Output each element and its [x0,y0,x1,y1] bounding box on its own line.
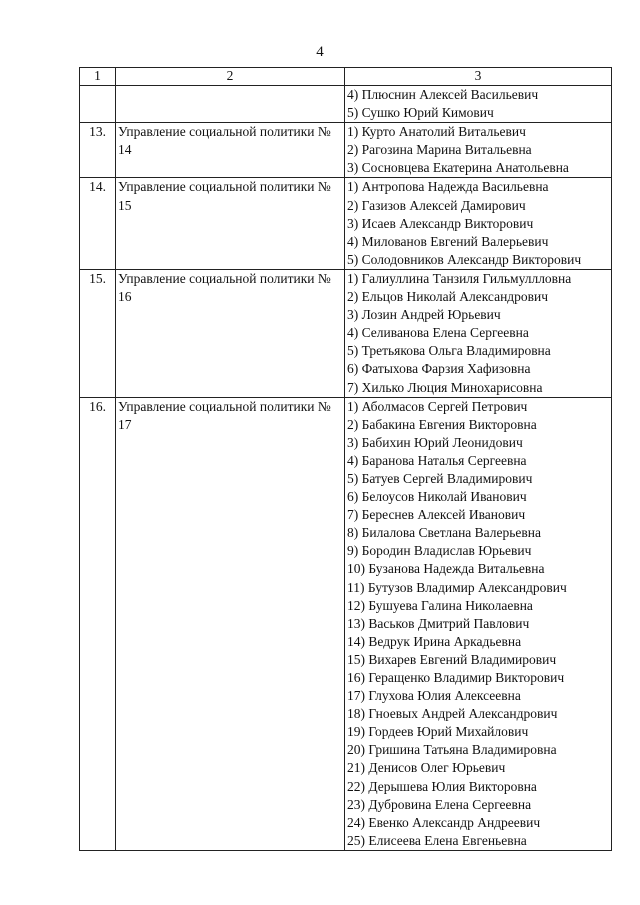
row-number [80,86,116,123]
person-entry: 6) Белоусов Николай Иванович [347,489,527,505]
person-entry: 3) Бабихин Юрий Леонидович [347,434,523,450]
person-entry: 12) Бушуева Галина Николаевна [347,597,533,613]
table-body [80,86,612,851]
people-list [345,86,612,123]
people-list [345,178,612,269]
table-row [80,178,612,269]
person-entry: 2) Газизов Алексей Дамирович [347,197,526,213]
person-entry: 19) Гордеев Юрий Михайлович [347,724,529,740]
table-row [80,123,612,178]
row-number: 15. [80,269,116,397]
person-entry: 4) Плюснин Алексей Васильевич [347,87,539,102]
column-header-1: 1 [80,68,116,86]
people-list [345,397,612,850]
column-header-2: 2 [116,68,345,86]
person-entry: 8) Билалова Светлана Валерьевна [347,525,542,541]
person-entry: 3) Сосновцева Екатерина Анатольевна [347,160,569,176]
person-entry: 1) Галиуллина Танзиля Гильмуллловна [347,270,572,286]
person-entry: 9) Бородин Владислав Юрьевич [347,543,532,559]
person-entry: 1) Антропова Надежда Васильевна [347,179,549,195]
person-entry: 4) Селиванова Елена Сергеевна [347,325,529,341]
column-header-3: 3 [345,68,612,86]
person-entry: 7) Хилько Люция Минохарисовна [347,379,543,395]
people-list [345,269,612,397]
row-number: 14. [80,178,116,269]
person-entry: 15) Вихарев Евгений Владимирович [347,651,557,667]
person-entry: 18) Гноевых Андрей Александрович [347,706,558,722]
person-entry: 5) Третьякова Ольга Владимировна [347,343,551,359]
person-entry: 4) Баранова Наталья Сергеевна [347,452,527,468]
person-entry: 13) Васьков Дмитрий Павлович [347,615,530,631]
person-entry: 1) Аболмасов Сергей Петрович [347,398,528,414]
person-entry: 16) Геращенко Владимир Викторович [347,670,565,685]
row-number: 13. [80,123,116,178]
person-entry: 1) Курто Анатолий Витальевич [347,124,526,140]
department-name: Управление социальной политики № 16 [116,269,345,397]
person-entry: 5) Батуев Сергей Владимирович [347,470,533,486]
person-entry: 3) Исаев Александр Викторович [347,215,534,231]
page-number: 4 [316,44,324,60]
person-entry: 20) Гришина Татьяна Владимировна [347,742,557,758]
person-entry: 14) Ведрук Ирина Аркадьевна [347,633,522,649]
person-entry: 5) Сушко Юрий Кимович [347,105,494,121]
table-header-row [80,68,612,86]
person-entry: 6) Фатыхова Фарзия Хафизовна [347,361,531,377]
person-entry: 4) Милованов Евгений Валерьевич [347,233,549,249]
person-entry: 25) Елисеева Елена Евгеньевна [347,832,527,848]
department-name: Управление социальной политики № 15 [116,178,345,269]
person-entry: 2) Рагозина Марина Витальевна [347,142,532,158]
person-entry: 17) Глухова Юлия Алексеевна [347,688,521,704]
person-entry: 10) Бузанова Надежда Витальевна [347,561,545,577]
person-entry: 11) Бутузов Владимир Александрович [347,579,567,595]
table-row [80,86,612,123]
table-row [80,397,612,850]
person-entry: 2) Ельцов Николай Александрович [347,289,549,305]
person-entry: 5) Солодовников Александр Викторович [347,251,582,267]
department-name [116,86,345,123]
personnel-table [79,67,612,851]
table-row [80,269,612,397]
person-entry: 21) Денисов Олег Юрьевич [347,760,506,776]
row-number: 16. [80,397,116,850]
people-list [345,123,612,178]
person-entry: 7) Береснев Алексей Иванович [347,507,526,523]
person-entry: 22) Дерышева Юлия Викторовна [347,778,537,794]
person-entry: 24) Евенко Александр Андреевич [347,814,541,830]
person-entry: 3) Лозин Андрей Юрьевич [347,307,501,323]
department-name: Управление социальной политики № 14 [116,123,345,178]
person-entry: 23) Дубровина Елена Сергеевна [347,796,532,812]
person-entry: 2) Бабакина Евгения Викторовна [347,416,537,432]
department-name: Управление социальной политики № 17 [116,397,345,850]
